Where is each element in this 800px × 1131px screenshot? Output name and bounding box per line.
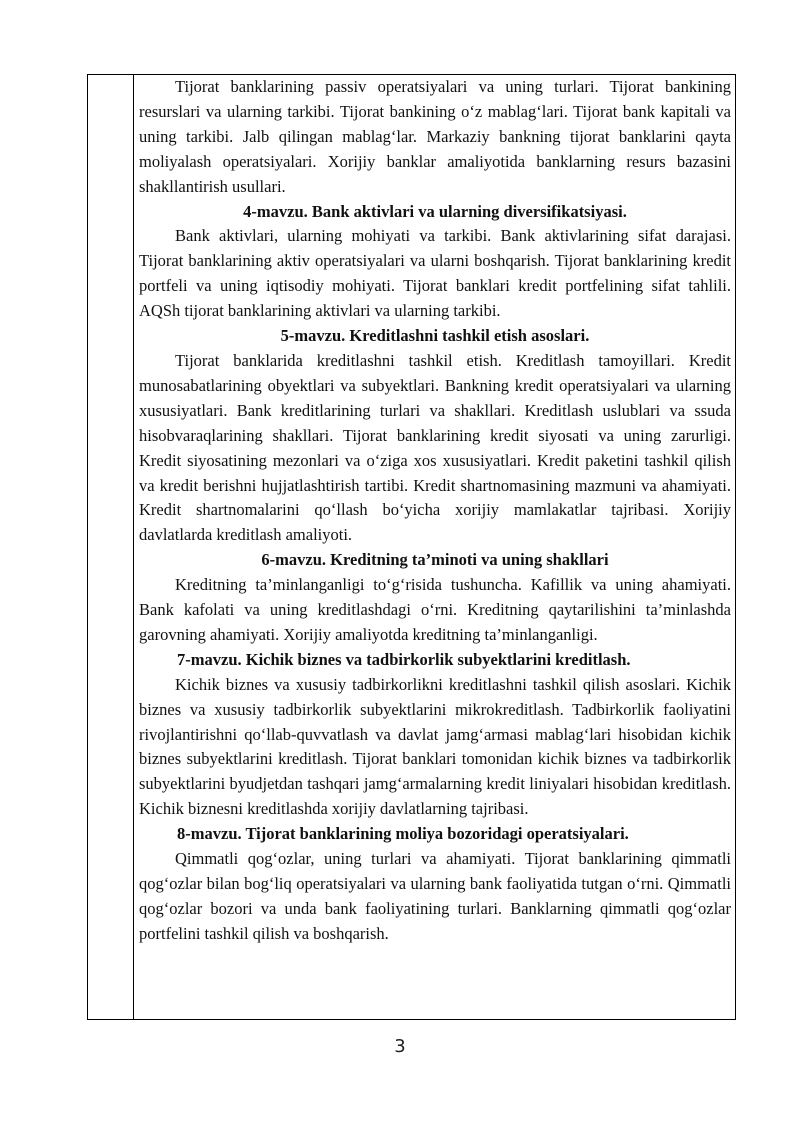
paragraph-topic-6: Kreditning ta’minlanganligi to‘g‘risida tushuncha. Kafillik va uning ahamiyati. Bank kafolati va uning kreditlashdagi o‘rni. Kreditning qaytarilishini ta’minlashda garovning ahamiyati. Xorijiy amaliyotda kreditning ta’minlanganligi. [139, 575, 731, 644]
paragraph-topic-8: Qimmatli qog‘ozlar, uning turlari va ahamiyati. Tijorat banklarining qimmatli qog‘ozlar bilan bog‘liq operatsiyalari va ularning bank faoliyatida tutgan o‘rni. Qimmatli qog‘ozlar bozori va unda bank faoliyatining turlari. Banklarning qimmatli qog‘ozlar portfelini tashkil qilish va boshqarish. [139, 849, 731, 943]
paragraph-topic-5: Tijorat banklarida kreditlashni tashkil etish. Kreditlash tamoyillari. Kredit munosabatlarining obyektlari va subyektlari. Bankning kredit operatsiyalari va ularning xususiyatlari. Bank kreditlarining turlari va shakllari. Kreditlash uslublari va ssuda hisobvaraqlarining shakllari. Tijorat banklarining kredit siyosati va uning zarurligi. Kredit siyosatining mezonlari va o‘ziga xos xususiyatlari. Kredit paketini tashkil qilish va kredit berishni hujjatlashtirish tartibi. Kredit shartnomasining mazmuni va ahamiyati. Kredit shartnomalarini qo‘llash bo‘yicha xorijiy mamlakatlar tajribasi. Xorijiy davlatlarda kreditlash amaliyoti. [139, 350, 731, 545]
heading-topic-8: 8-mavzu. Tijorat banklarining moliya bozoridagi operatsiyalari. [177, 824, 629, 844]
heading-topic-7: 7-mavzu. Kichik biznes va tadbirkorlik subyektlarini kreditlash. [177, 649, 631, 669]
paragraph-topic-7: Kichik biznes va xususiy tadbirkorlikni kreditlashni tashkil qilish asoslari. Kichik biznes va xususiy tadbirkorlik subyektlarini mikrokreditlash. Tadbirkorlik faoliyatini rivojlantirishni qo‘llab-quvvatlash va davlat jamg‘armasi mablag‘lari hisobidan kichik biznes subyektlarini kreditlash. Tijorat banklari tomonidan kichik biznes va tadbirkorlik subyektlarini byudjetdan tashqari jamg‘armalarning kredit liniyalari hisobidan kreditlash. Kichik biznesni kreditlashda xorijiy davlatlarning tajribasi. [139, 674, 731, 819]
table-left-column [88, 75, 134, 1019]
heading-topic-6: 6-mavzu. Kreditning ta’minoti va uning shakllari [261, 550, 609, 570]
heading-topic-5: 5-mavzu. Kreditlashni tashkil etish asoslari. [280, 326, 590, 346]
heading-topic-4: 4-mavzu. Bank aktivlari va ularning diversifikatsiyasi. [243, 201, 627, 221]
page-number: 3 [394, 1036, 406, 1057]
paragraph-topic-4: Bank aktivlari, ularning mohiyati va tarkibi. Bank aktivlarining sifat darajasi. Tijorat banklarining aktiv operatsiyalari va ularni boshqarish. Tijorat banklarining kredit portfeli va uning iqtisodiy mohiyati. Tijorat banklari kredit portfelining sifat tahlili. AQSh tijorat banklarining aktivlari va ularning tarkibi. [139, 226, 731, 321]
content-table [87, 74, 736, 1020]
paragraph-passive-operations: Tijorat banklarining passiv operatsiyalari va uning turlari. Tijorat bankining resurslari va ularning tarkibi. Tijorat bankining o‘z mablag‘lari. Tijorat bank kapitali va uning tarkibi. Jalb qilingan mablag‘lar. Markaziy bankning tijorat banklarini qayta moliyalash operatsiyalari. Xorijiy banklar amaliyotida banklarning resurs bazasini shakllantirish usullari. [139, 77, 731, 196]
table-content-cell [139, 75, 731, 947]
